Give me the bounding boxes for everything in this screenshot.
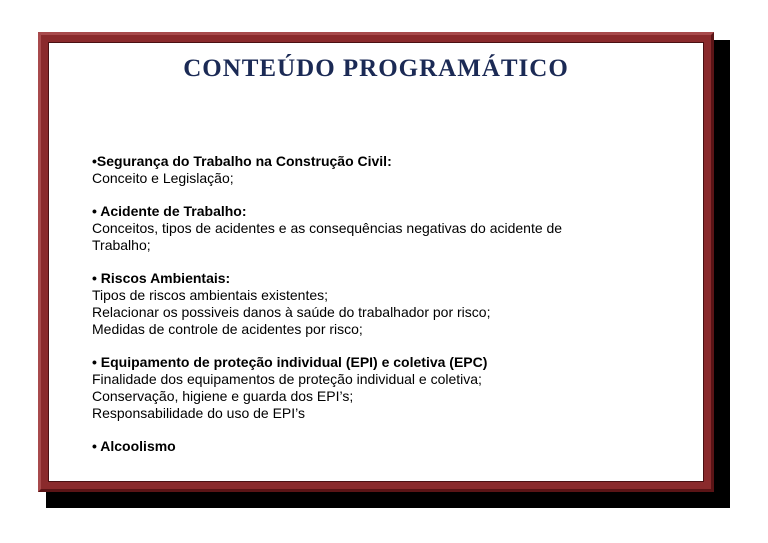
section-line: Relacionar os possiveis danos à saúde do trabalhador por risco; bbox=[92, 304, 491, 320]
section-line: Conservação, higiene e guarda dos EPI’s; bbox=[92, 388, 354, 404]
section-line: Medidas de controle de acidentes por risco; bbox=[92, 321, 363, 337]
section-line: Conceitos, tipos de acidentes e as consequências negativas do acidente de bbox=[92, 220, 563, 236]
section-epi bbox=[92, 354, 672, 422]
section-riscos bbox=[92, 270, 672, 338]
section-heading: • Acidente de Trabalho: bbox=[92, 203, 247, 219]
content-list bbox=[92, 153, 672, 471]
section-line: Conceito e Legislação; bbox=[92, 170, 234, 186]
section-heading: • Riscos Ambientais: bbox=[92, 270, 231, 286]
slide-frame bbox=[38, 32, 714, 492]
section-alcoolismo bbox=[92, 438, 672, 455]
section-acidente bbox=[92, 203, 672, 254]
section-line: Trabalho; bbox=[92, 237, 151, 253]
section-line: Responsabilidade do uso de EPI’s bbox=[92, 405, 306, 421]
section-seguranca bbox=[92, 153, 672, 187]
section-heading: • Equipamento de proteção individual (EPI) e coletiva (EPC) bbox=[92, 354, 488, 370]
section-line: Tipos de riscos ambientais existentes; bbox=[92, 287, 329, 303]
section-heading: • Alcoolismo bbox=[92, 438, 176, 454]
slide-body bbox=[48, 42, 704, 482]
slide-title: CONTEÚDO PROGRAMÁTICO bbox=[183, 55, 569, 82]
section-line: Finalidade dos equipamentos de proteção individual e coletiva; bbox=[92, 371, 482, 387]
section-heading: •Segurança do Trabalho na Construção Civil: bbox=[92, 153, 392, 169]
